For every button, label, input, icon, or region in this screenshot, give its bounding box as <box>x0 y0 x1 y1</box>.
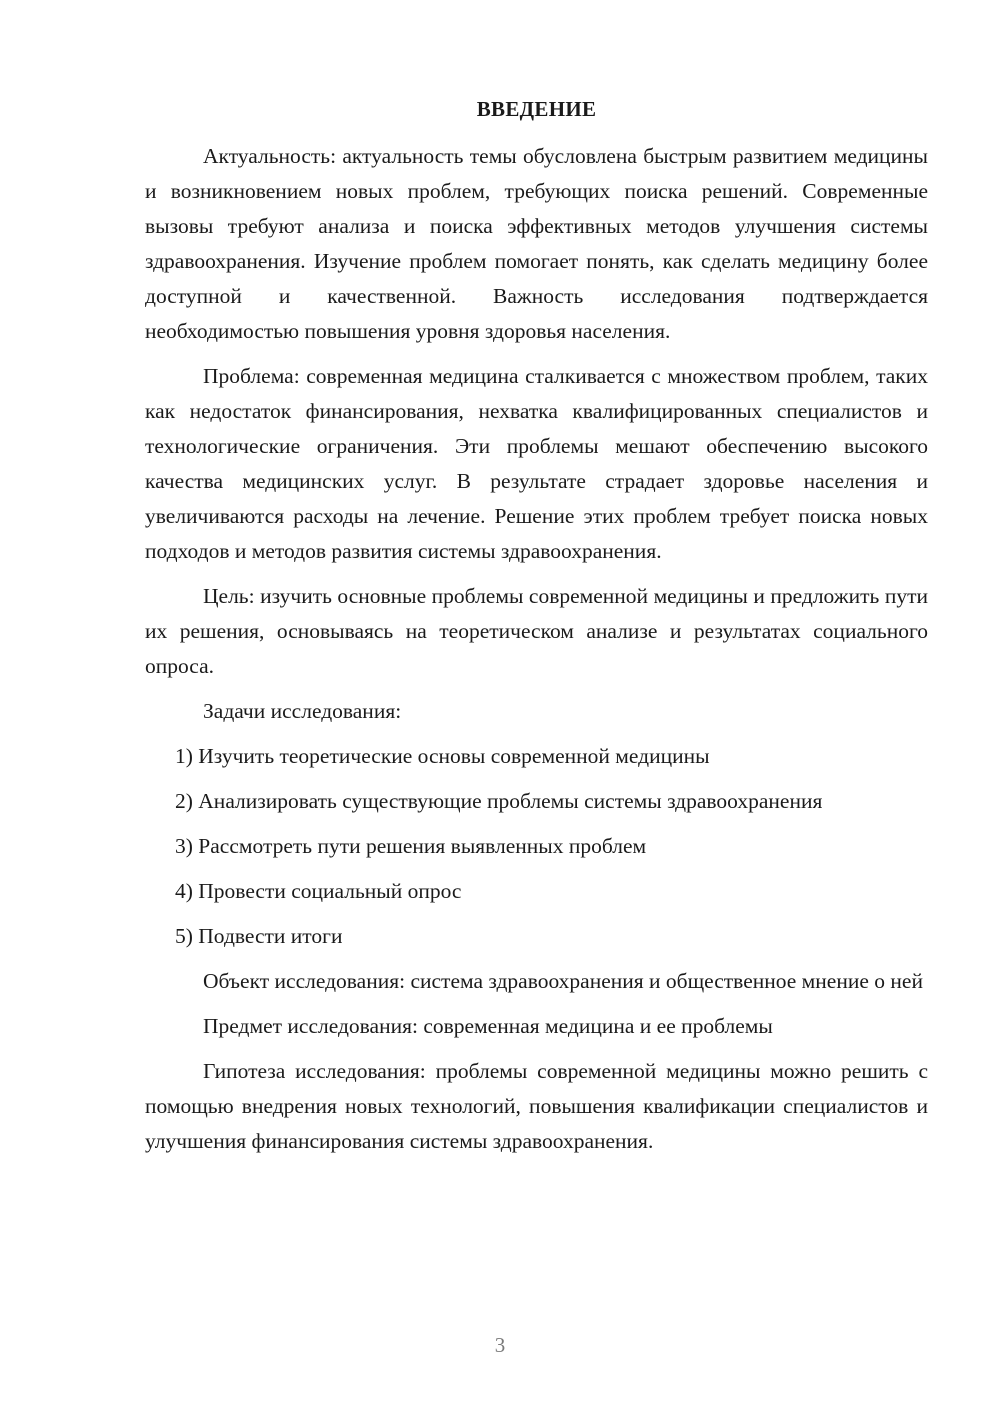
tasks-list <box>145 739 928 954</box>
task-item: 2) Анализировать существующие проблемы системы здравоохранения <box>175 789 823 813</box>
object-paragraph: Объект исследования: система здравоохранения и общественное мнение о ней <box>203 969 923 993</box>
task-item: 5) Подвести итоги <box>175 924 343 948</box>
relevance-paragraph: Актуальность: актуальность темы обусловлена быстрым развитием медицины и возникновением новых проблем, требующих поиска решений. Современные вызовы требуют анализа и поиска эффективных методов улучшения системы здравоохранения. Изучение проблем помогает понять, как сделать медицину более доступной и качественной. Важность исследования подтверждается необходимостью повышения уровня здоровья населения. <box>145 144 928 343</box>
task-item: 3) Рассмотреть пути решения выявленных проблем <box>175 834 647 858</box>
document-page <box>145 92 928 1169</box>
page-number: 3 <box>494 1333 506 1357</box>
subject-paragraph: Предмет исследования: современная медицина и ее проблемы <box>203 1014 773 1038</box>
task-item: 1) Изучить теоретические основы современной медицины <box>175 744 710 768</box>
problem-paragraph: Проблема: современная медицина сталкивается с множеством проблем, таких как недостаток финансирования, нехватка квалифицированных специалистов и технологические ограничения. Эти проблемы мешают обеспечению высокого качества медицинских услуг. В результате страдает здоровье населения и увеличиваются расходы на лечение. Решение этих проблем требует поиска новых подходов и методов развития системы здравоохранения. <box>145 364 928 563</box>
goal-paragraph: Цель: изучить основные проблемы современной медицины и предложить пути их решения, основываясь на теоретическом анализе и результатах социального опроса. <box>145 584 928 678</box>
hypothesis-paragraph: Гипотеза исследования: проблемы современной медицины можно решить с помощью внедрения новых технологий, повышения квалификации специалистов и улучшения финансирования системы здравоохранения. <box>145 1059 928 1153</box>
task-item: 4) Провести социальный опрос <box>175 879 462 903</box>
page-title: ВВЕДЕНИЕ <box>476 97 597 121</box>
tasks-heading: Задачи исследования: <box>203 699 402 723</box>
